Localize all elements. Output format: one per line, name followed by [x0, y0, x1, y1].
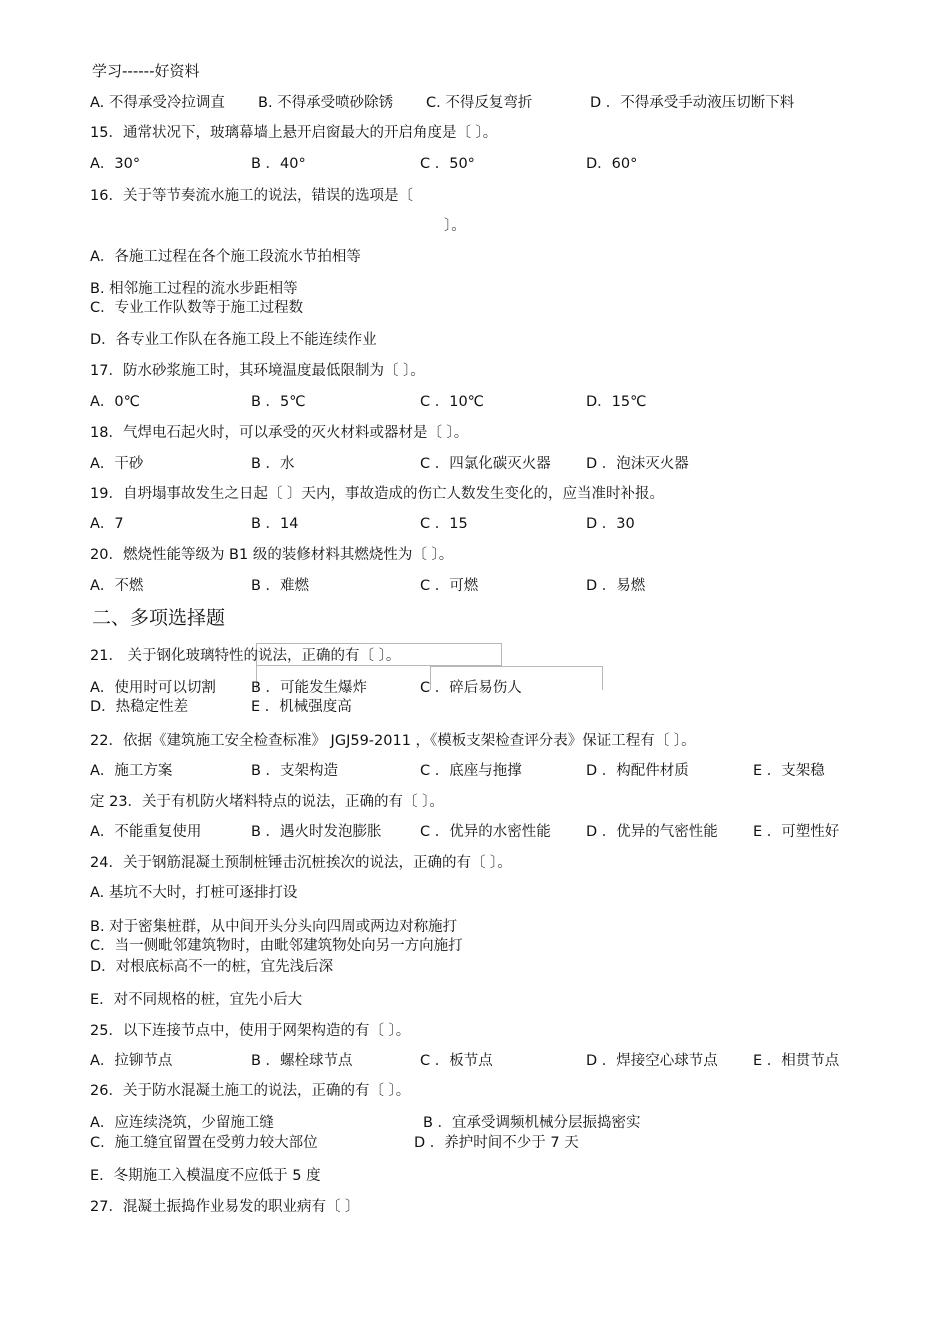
q26-option-e: E．冬期施工入模温度不应低于 5 度 [90, 1168, 321, 1184]
q22-option-c: C ．底座与拖撑 [420, 763, 522, 779]
q16-question-cont: 〕。 [444, 218, 466, 234]
q15-question: 15．通常状况下，玻璃幕墙上悬开启窗最大的开启角度是〔 〕。 [90, 125, 498, 141]
q20-option-c: C ．可燃 [420, 578, 479, 594]
q25-option-d: D ．焊接空心球节点 [586, 1053, 718, 1069]
section-title-multiple-choice: 二、多项选择题 [92, 607, 226, 629]
q20-option-d: D ．易燃 [586, 578, 646, 594]
q20-option-b: B ．难燃 [251, 578, 310, 594]
q15-option-d: D．60° [586, 156, 638, 172]
q25-option-a: A．拉铆节点 [90, 1053, 173, 1069]
q24-option-e: E．对不同规格的桩，宜先小后大 [90, 992, 303, 1008]
q16-option-b: B. 相邻施工过程的流水步距相等 [90, 281, 298, 297]
q22-option-d: D ．构配件材质 [586, 763, 689, 779]
q26-question: 26．关于防水混凝土施工的说法，正确的有〔 〕。 [90, 1083, 411, 1099]
q14-option-a: A. 不得承受冷拉调直 [90, 95, 225, 111]
q15-option-a: A．30° [90, 156, 141, 172]
q24-option-c: C．当一侧毗邻建筑物时，由毗邻建筑物处向另一方向施打 [90, 938, 463, 954]
q22-question: 22．依据《建筑施工安全检查标准》 JGJ59-2011 ，《模板支架检查评分表》保证工程有〔 〕。 [90, 733, 696, 749]
q15-option-c: C ．50° [420, 156, 475, 172]
q16-option-c: C．专业工作队数等于施工过程数 [90, 300, 304, 316]
q21-option-d: D．热稳定性差 [90, 699, 189, 715]
page-header: 学习------好资料 [92, 62, 200, 80]
q23-option-c: C ．优异的水密性能 [420, 824, 551, 840]
q23-option-a: A．不能重复使用 [90, 824, 202, 840]
q23-option-d: D ．优异的气密性能 [586, 824, 718, 840]
q21-question: 21． 关于钢化玻璃特性的说法，正确的有〔 〕。 [90, 648, 401, 664]
q24-option-b: B. 对于密集桩群，从中间开头分头向四周或两边对称施打 [90, 919, 458, 935]
q21-option-c: C ．碎后易伤人 [420, 680, 522, 696]
q16-option-a: A．各施工过程在各个施工段流水节拍相等 [90, 249, 361, 265]
q17-option-c: C ．10℃ [420, 394, 484, 410]
q18-option-b: B ．水 [251, 456, 295, 472]
q17-option-a: A．0℃ [90, 394, 140, 410]
q26-option-b: B ．宜承受调频机械分层振捣密实 [423, 1115, 641, 1131]
q18-question: 18．气焊电石起火时，可以承受的灭火材料或器材是〔 〕。 [90, 425, 469, 441]
q26-option-d: D ．养护时间不少于 7 天 [414, 1135, 579, 1151]
q20-option-a: A．不燃 [90, 578, 144, 594]
q17-option-d: D．15℃ [586, 394, 647, 410]
q25-question: 25．以下连接节点中，使用于网架构造的有〔 〕。 [90, 1023, 411, 1039]
q26-option-c: C．施工缝宜留置在受剪力较大部位 [90, 1135, 318, 1151]
q16-option-d: D．各专业工作队在各施工段上不能连续作业 [90, 332, 377, 348]
q17-option-b: B ．5℃ [251, 394, 306, 410]
q23-question: 定 23．关于有机防火堵料特点的说法，正确的有〔 〕。 [90, 794, 444, 810]
q22-option-a: A．施工方案 [90, 763, 173, 779]
q20-question: 20．燃烧性能等级为 B1 级的装修材料其燃烧性为〔 〕。 [90, 547, 454, 563]
q21-option-a: A．使用时可以切割 [90, 680, 216, 696]
q26-option-a: A．应连续浇筑，少留施工缝 [90, 1115, 274, 1131]
q24-option-d: D．对根底标高不一的桩，宜先浅后深 [90, 959, 334, 975]
q17-question: 17．防水砂浆施工时，其环境温度最低限制为〔 〕。 [90, 363, 425, 379]
q25-option-c: C ．板节点 [420, 1053, 493, 1069]
q18-option-d: D ．泡沫灭火器 [586, 456, 689, 472]
q14-option-c: C. 不得反复弯折 [426, 95, 533, 111]
q19-option-b: B ．14 [251, 516, 299, 532]
q14-option-b: B. 不得承受喷砂除锈 [258, 95, 394, 111]
q15-option-b: B ．40° [251, 156, 306, 172]
q21-option-e: E ．机械强度高 [251, 699, 352, 715]
q21-option-b: B ．可能发生爆炸 [251, 680, 368, 696]
q27-question: 27．混凝土振捣作业易发的职业病有〔 〕 [90, 1199, 360, 1215]
q19-option-c: C ．15 [420, 516, 468, 532]
q18-option-a: A．干砂 [90, 456, 144, 472]
q16-question: 16．关于等节奏流水施工的说法，错误的选项是〔 [90, 188, 413, 204]
q22-option-b: B ．支架构造 [251, 763, 339, 779]
q23-option-e: E ．可塑性好 [753, 824, 840, 840]
q14-option-d: D ．不得承受手动液压切断下料 [590, 95, 795, 111]
q22-option-e: E ．支架稳 [753, 763, 825, 779]
q19-option-a: A．7 [90, 516, 124, 532]
q19-option-d: D ．30 [586, 516, 635, 532]
q24-question: 24．关于钢筋混凝土预制桩锤击沉桩挨次的说法，正确的有〔 〕。 [90, 855, 512, 871]
q19-question: 19．自坍塌事故发生之日起〔 〕天内，事故造成的伤亡人数发生变化的，应当准时补报。 [90, 486, 665, 502]
q18-option-c: C ．四氯化碳灭火器 [420, 456, 551, 472]
q23-option-b: B ．遇火时发泡膨胀 [251, 824, 382, 840]
q25-option-b: B ．螺栓球节点 [251, 1053, 353, 1069]
q24-option-a: A. 基坑不大时，打桩可逐排打设 [90, 885, 298, 901]
q21-frame-line [602, 666, 603, 690]
q21-frame-line [430, 666, 602, 667]
q25-option-e: E ．相贯节点 [753, 1053, 840, 1069]
